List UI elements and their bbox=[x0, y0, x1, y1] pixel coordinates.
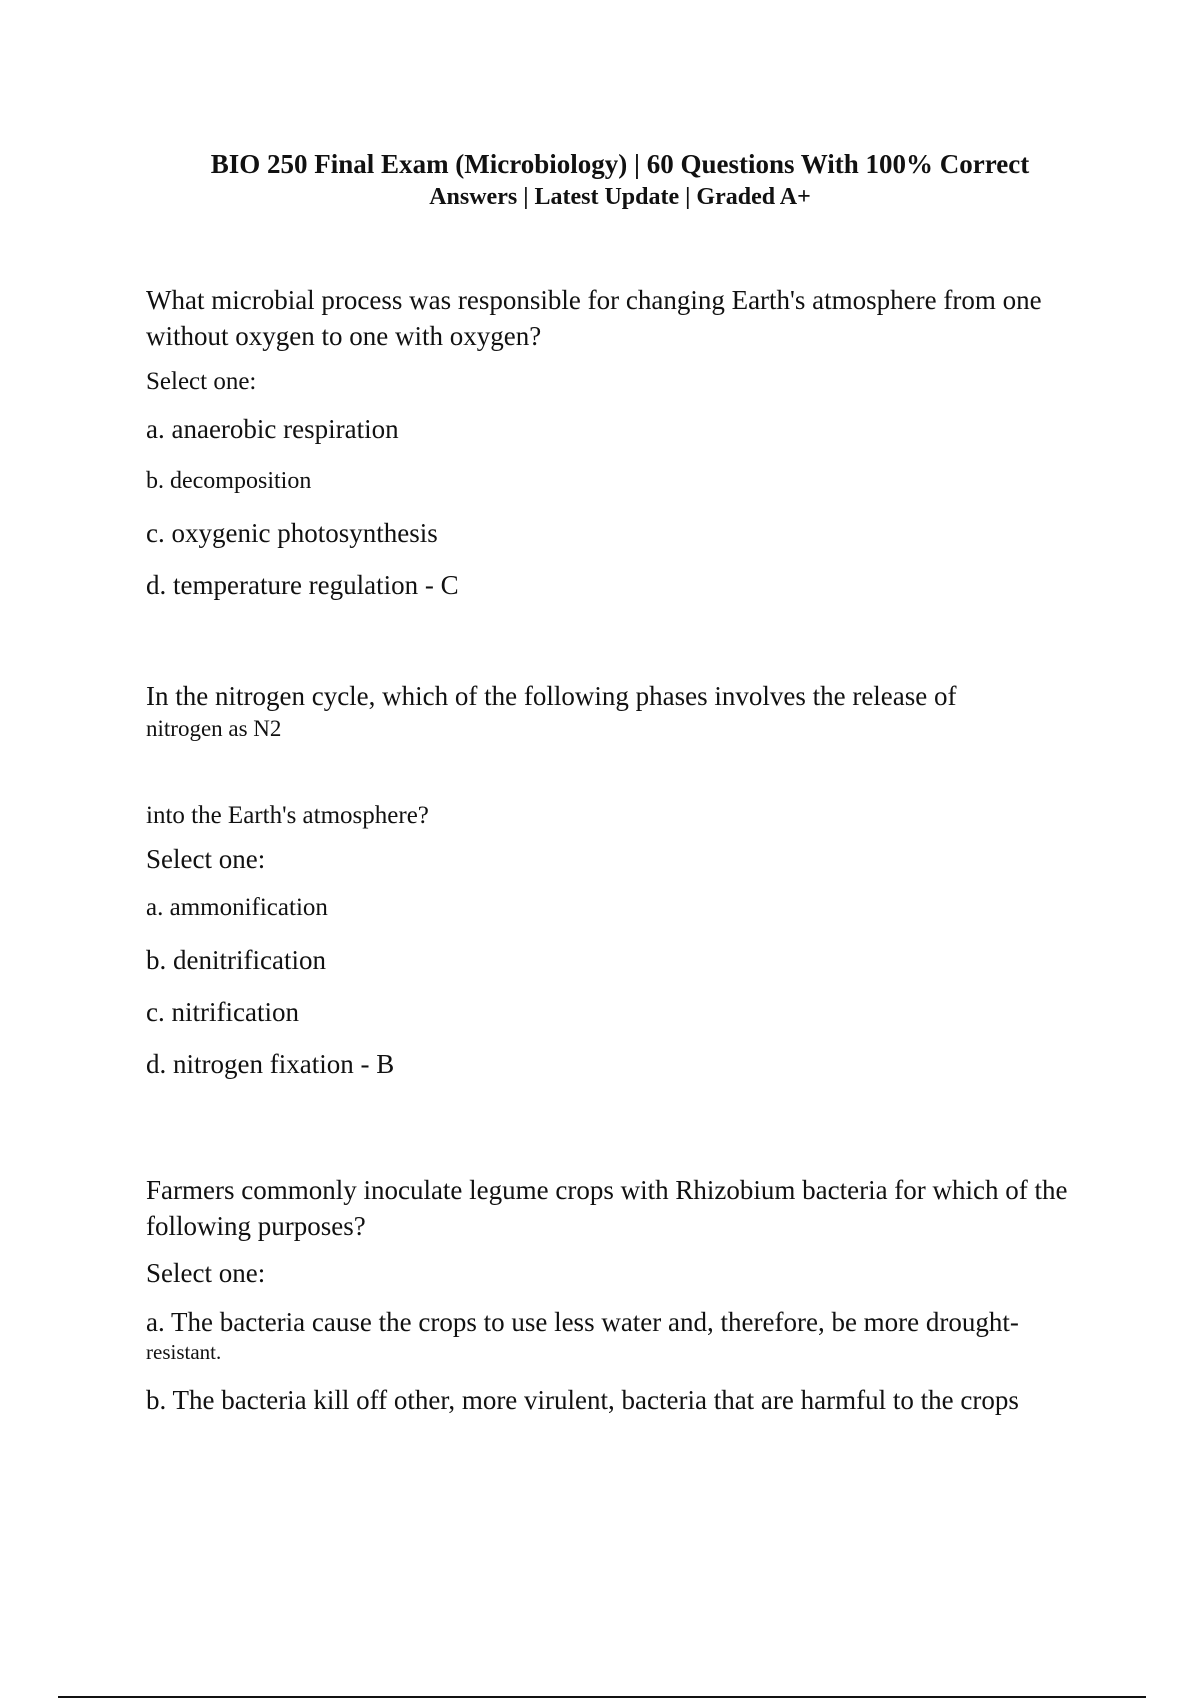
question-2-text-cont-1: nitrogen as N2 bbox=[146, 716, 282, 741]
question-2-option-b: b. denitrification bbox=[146, 945, 326, 975]
question-3-text: Farmers commonly inoculate legume crops with Rhizobium bacteria for which of the following purposes? bbox=[146, 1175, 1068, 1241]
document-subtitle: Answers | Latest Update | Graded A+ bbox=[429, 184, 811, 210]
question-3-option-b: b. The bacteria kill off other, more virulent, bacteria that are harmful to the crops bbox=[146, 1385, 1019, 1415]
question-2 bbox=[146, 678, 1106, 1099]
question-2-select-label: Select one: bbox=[146, 844, 266, 874]
document-title: BIO 250 Final Exam (Microbiology) | 60 Questions With 100% Correct bbox=[210, 149, 1030, 179]
footer-rule bbox=[58, 1696, 1146, 1698]
question-2-option-a: a. ammonification bbox=[146, 894, 328, 921]
question-3-option-a-cont: resistant. bbox=[146, 1340, 222, 1364]
question-2-text-cont-2: into the Earth's atmosphere? bbox=[146, 802, 429, 829]
question-3-option-a: a. The bacteria cause the crops to use less water and, therefore, be more drought- bbox=[146, 1307, 1019, 1337]
question-1-option-c: c. oxygenic photosynthesis bbox=[146, 518, 438, 548]
question-1-option-d: d. temperature regulation - C bbox=[146, 570, 459, 600]
question-1-option-b: b. decomposition bbox=[146, 468, 312, 494]
question-2-text: In the nitrogen cycle, which of the following phases involves the release of bbox=[146, 681, 957, 711]
question-2-option-c: c. nitrification bbox=[146, 997, 299, 1027]
question-1-select-label: Select one: bbox=[146, 368, 257, 395]
question-1-option-a: a. anaerobic respiration bbox=[146, 414, 399, 444]
question-2-option-d: d. nitrogen fixation - B bbox=[146, 1049, 395, 1079]
question-1-text: What microbial process was responsible for changing Earth's atmosphere from one without oxygen to one with oxygen? bbox=[146, 285, 1042, 351]
question-3 bbox=[146, 1172, 1106, 1435]
question-3-select-label: Select one: bbox=[146, 1258, 266, 1288]
question-1 bbox=[146, 282, 1106, 620]
